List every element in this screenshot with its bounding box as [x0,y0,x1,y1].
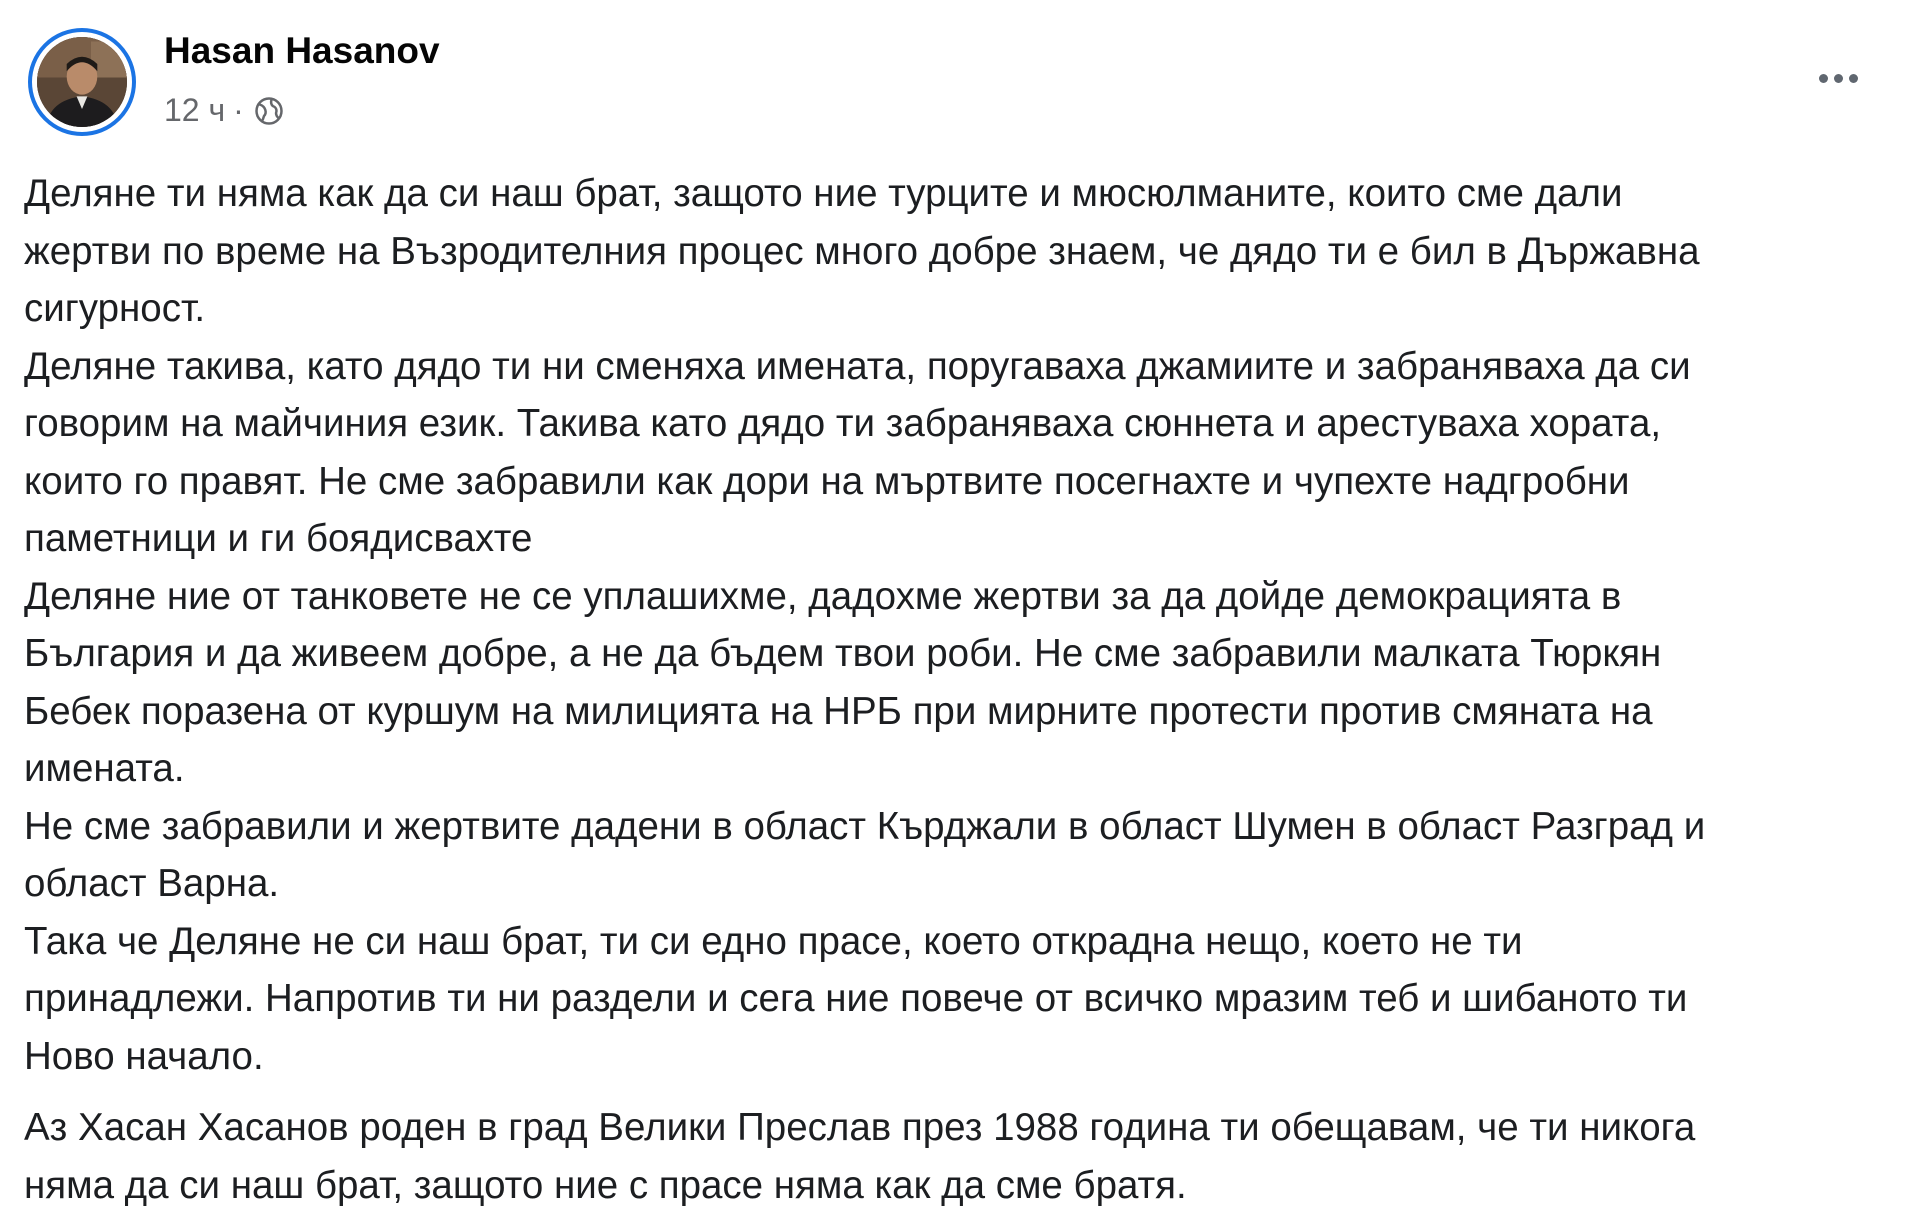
post-text-line: област Варна. [24,862,280,905]
post-timestamp[interactable]: 12 ч [164,92,226,128]
post-text-line: Не сме забравили и жертвите дадени в област Кърджали в област Шумен в област Разград и [24,804,1706,848]
post-text-line: Ново начало. [24,1034,264,1078]
post-text-line: България и да живеем добре, а не да бъдем твои роби. Не сме забравили малката Тюркян [24,632,1662,675]
post-meta [164,92,284,129]
post-text-line: паметници и ги боядисвахте [24,517,533,560]
more-options-icon[interactable] [1806,58,1870,98]
author-name[interactable]: Hasan Hasanov [164,30,440,71]
post-text-line: Бебек поразена от куршум на милицията на НРБ при мирните протести против смяната на [24,689,1653,733]
post-text-line: Деляне ти няма как да си наш брат, защото ние турците и мюсюлманите, които сме дали [24,172,1623,215]
post-text-line: Аз Хасан Хасанов роден в град Велики Преслав през 1988 година ти обещавам, че ти никога [24,1106,1696,1149]
profile-photo [37,37,127,127]
post-text-line: говорим на майчиния език. Такива като дядо ти забраняваха сюннета и арестуваха хората, [24,402,1662,445]
post-text-line: жертви по време на Възродителния процес много добре знаем, че дядо ти е бил в Държавна [24,229,1700,273]
avatar[interactable] [28,28,136,136]
post-text-line: принадлежи. Напротив ти ни раздели и сега ние повече от всичко мразим теб и шибаното ти [24,977,1688,1020]
post-body [24,165,1916,1214]
person-photo-icon [37,37,127,127]
post-text-line: сигурност. [24,287,206,330]
globe-icon[interactable] [254,96,284,126]
post-text-line: Така че Деляне не си наш брат, ти си едно прасе, което открадна нещо, което не ти [24,919,1523,963]
post-text-line: няма да си наш брат, защото ние с прасе няма как да сме братя. [24,1163,1187,1207]
post-text-line: Деляне ние от танковете не се уплашихме, дадохме жертви за да дойде демокрацията в [24,574,1622,618]
post-text-line: които го правят. Не сме забравили как дори на мъртвите посегнахте и чупехте надгробни [24,459,1630,503]
post-text-line: Деляне такива, като дядо ти ни сменяха имената, поругаваха джамиите и забраняваха да си [24,344,1691,388]
post-text-line: имената. [24,747,185,790]
meta-separator: · [233,92,244,128]
